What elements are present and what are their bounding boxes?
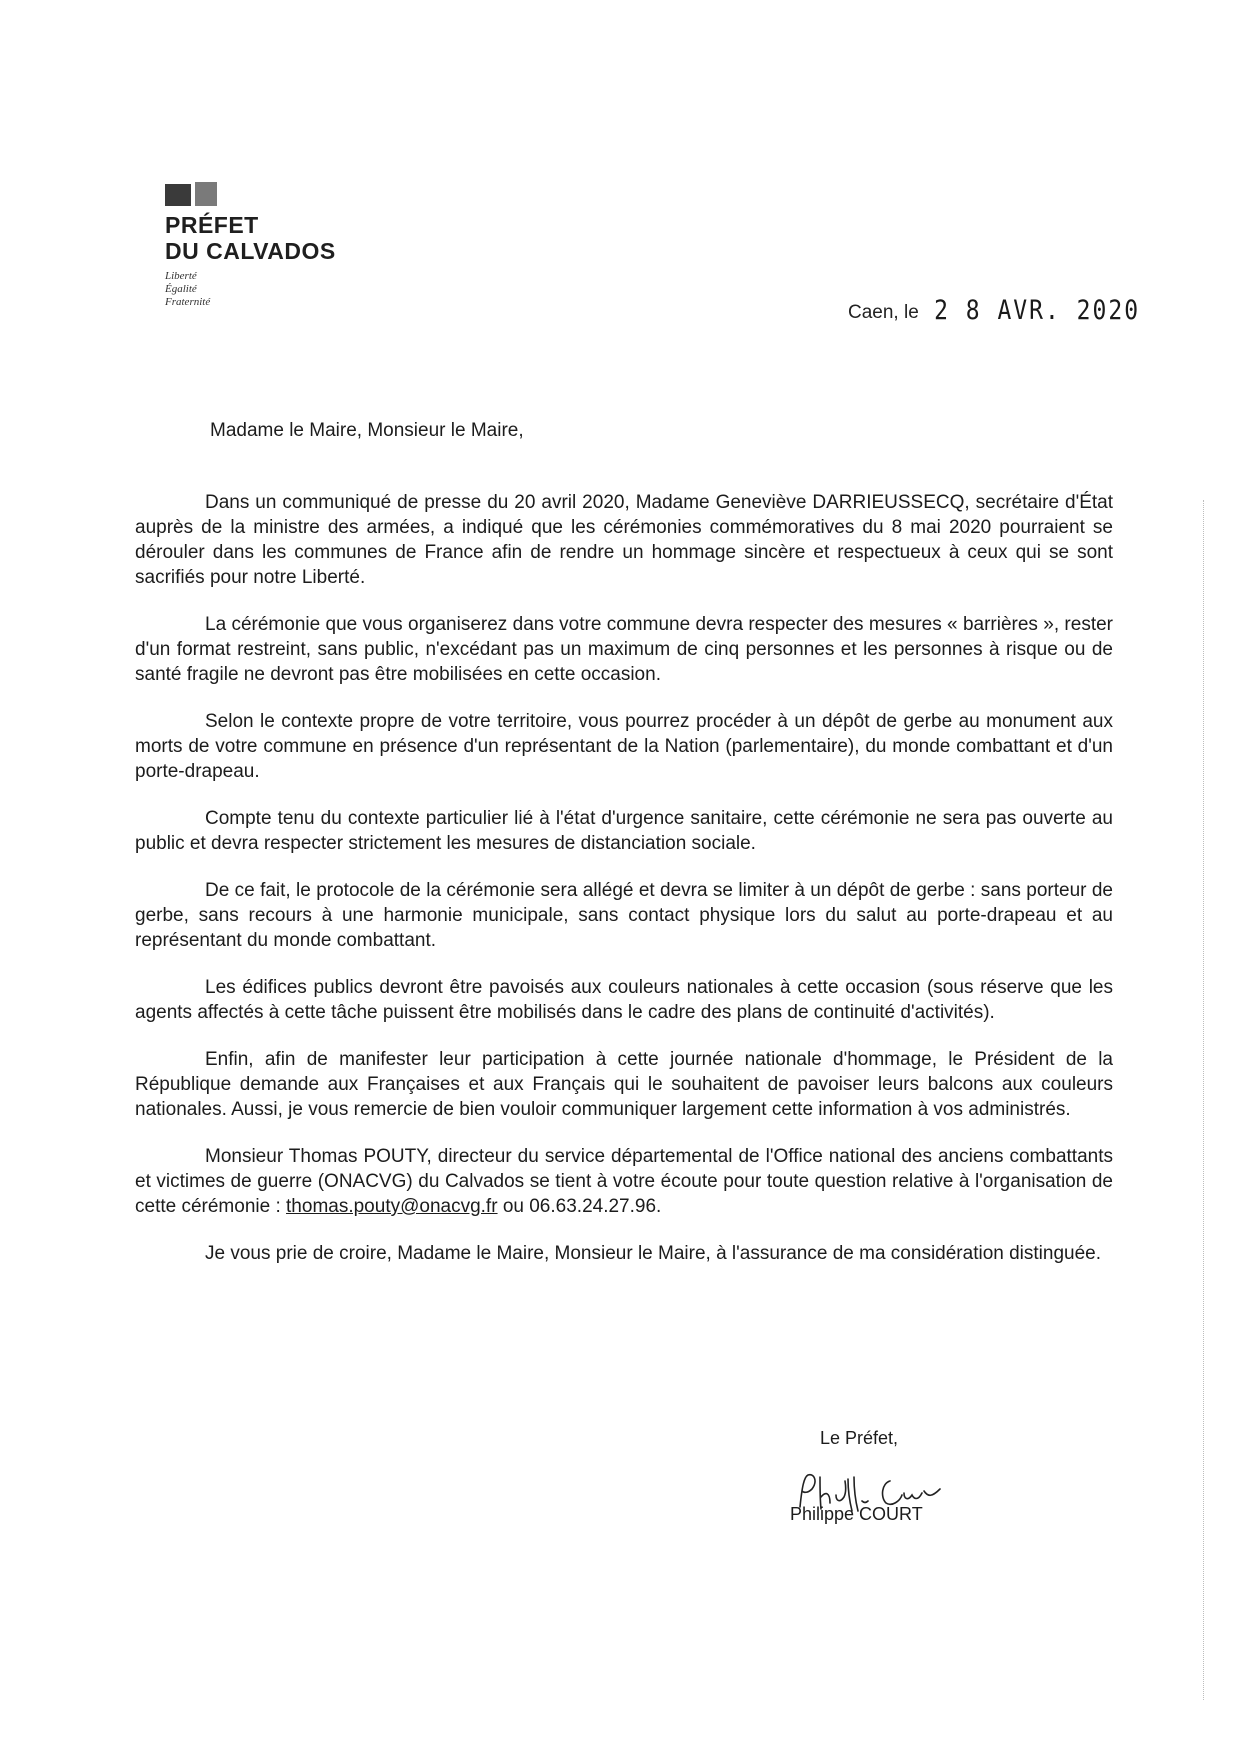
- motto-fraternite: Fraternité: [165, 296, 211, 308]
- paragraph: Dans un communiqué de presse du 20 avril 2020, Madame Geneviève DARRIEUSSECQ, secrétaire d'État auprès de la ministre des armées, a indiqué que les cérémonies commémoratives du 8 mai 2020 pourraient se dérouler dans les communes de France afin de rendre un hommage sincère et respectueux à ceux qui se sont sacrifiés pour notre Liberté.: [135, 492, 1113, 588]
- prefecture-logo: [165, 180, 405, 309]
- salutation: Madame le Maire, Monsieur le Maire,: [210, 420, 524, 441]
- logo-title-line1: PRÉFET: [165, 212, 259, 238]
- date-stamp: 2 8 AVR. 2020: [934, 296, 1141, 326]
- paragraph: La cérémonie que vous organiserez dans votre commune devra respecter des mesures « barrières », rester d'un format restreint, sans public, n'excédant pas un maximum de cinq personnes et les personnes à risque ou de santé fragile ne devront pas être mobilisées en cette occasion.: [135, 614, 1113, 685]
- contact-text: Monsieur Thomas POUTY, directeur du service départemental de l'Office national des anciens combattants et victimes de guerre (ONACVG) du Calvados se tient à votre écoute pour toute question relative à l'organisation de cette cérémonie :: [135, 1146, 1113, 1217]
- signatory-name: Philippe COURT: [790, 1504, 923, 1524]
- date-prefix: Caen, le: [848, 302, 919, 323]
- contact-paragraph: [135, 1144, 1113, 1219]
- logo-title: [165, 212, 405, 264]
- paragraph: Compte tenu du contexte particulier lié à l'état d'urgence sanitaire, cette cérémonie ne sera pas ouverte au public et devra respecter strictement les mesures de distanciation sociale.: [135, 808, 1113, 854]
- paragraph: Enfin, afin de manifester leur participation à cette journée nationale d'hommage, le Président de la République demande aux Françaises et aux Français qui le souhaitent de pavoiser leurs balcons aux couleurs nationales. Aussi, je vous remercie de bien vouloir communiquer largement cette information à vos administrés.: [135, 1049, 1113, 1120]
- motto-liberte: Liberté: [165, 270, 197, 282]
- contact-email-link[interactable]: thomas.pouty@onacvg.fr: [286, 1196, 498, 1217]
- marianne-emblem-icon: [165, 180, 405, 206]
- closing-paragraph: Je vous prie de croire, Madame le Maire, Monsieur le Maire, à l'assurance de ma considération distinguée.: [205, 1243, 1102, 1264]
- paragraph: Selon le contexte propre de votre territoire, vous pourrez procéder à un dépôt de gerbe au monument aux morts de votre commune en présence d'un représentant de la Nation (parlementaire), du monde combattant et d'un porte-drapeau.: [135, 711, 1113, 782]
- contact-phone: ou 06.63.24.27.96.: [497, 1196, 662, 1217]
- logo-title-line2: DU CALVADOS: [165, 238, 336, 264]
- scan-edge-artifact: [1202, 500, 1204, 1700]
- motto-egalite: Égalité: [165, 283, 197, 295]
- paragraph: Les édifices publics devront être pavoisés aux couleurs nationales à cette occasion (sous réserve que les agents affectés à cette tâche puissent être mobilisés dans le cadre des plans de continuité d'activités).: [135, 977, 1113, 1023]
- date-line: [848, 298, 1140, 324]
- signatory-title: Le Préfet,: [820, 1428, 899, 1448]
- signature-block: [790, 1428, 990, 1525]
- letter-body: [135, 490, 1113, 1288]
- paragraph: De ce fait, le protocole de la cérémonie sera allégé et devra se limiter à un dépôt de gerbe : sans porteur de gerbe, sans recours à une harmonie municipale, sans contact physique lors du salut au porte-drapeau et au représentant du monde combattant.: [135, 880, 1113, 951]
- republic-motto: [165, 270, 405, 309]
